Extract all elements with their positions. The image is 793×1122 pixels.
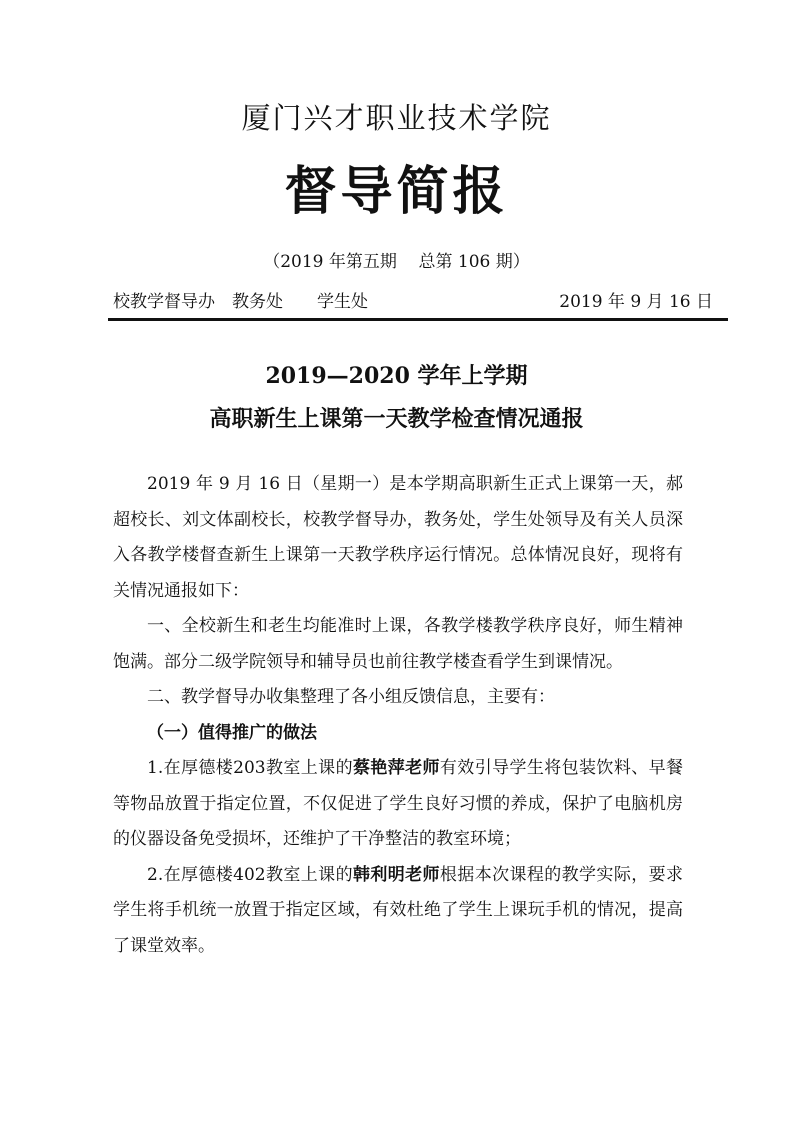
bulletin-title: 督导简报 [284,161,509,222]
practice-2-intro: 2.在厚德楼402教室上课的 [147,864,353,885]
practice-2-detail: 根据本次课程的教学实际，要求学生将手机统一放置于指定区域，有效杜绝了学生上课玩手机的情况，提高了课堂效率。 [113,864,683,956]
issue-number [0,250,793,274]
issue-current: （2019 年第五期 [263,252,397,272]
notice-title-line1: 2019—2020 学年上学期 [265,363,528,389]
subheading-good-practices [113,716,683,752]
issuing-offices: 校教学督导办 教务处 学生处 [113,292,368,312]
paragraph-practice-2 [113,858,683,965]
notice-title-line2: 高职新生上课第一天教学检查情况通报 [209,406,584,432]
teacher-name-cai: 蔡艳萍老师 [352,758,440,778]
paragraph-intro: 2019 年 9 月 16 日（星期一）是本学期高职新生正式上课第一天，郝超校长、刘文体副校长，校教学督导办，教务处，学生处领导及有关人员深入各教学楼督查新生上课第一天教学秩序运行情况。总体情况良好，现将有关情况通报如下： [113,474,683,601]
school-name: 厦门兴才职业技术学院 [241,101,552,135]
subheading-text: （一）值得推广的做法 [147,722,317,743]
paragraph-practice-1 [113,751,683,858]
notice-body [113,467,683,964]
practice-1-intro: 1.在厚德楼203教室上课的 [147,758,353,778]
paragraph-point-one: 一、全校新生和老生均能准时上课，各教学楼教学秩序良好，师生精神饱满。部分二级学院领导和辅导员也前往教学楼查看学生到课情况。 [113,616,683,672]
practice-1-detail: 有效引导学生将包装饮料、早餐等物品放置于指定位置，不仅促进了学生良好习惯的养成，保护了电脑机房的仪器设备免受损坏，还维护了干净整洁的教室环境； [113,758,683,849]
issue-date: 2019 年 9 月 16 日 [559,292,713,312]
header-divider [108,318,728,321]
teacher-name-han: 韩利明老师 [352,864,440,885]
paragraph-point-two: 二、教学督导办收集整理了各小组反馈信息，主要有： [147,687,555,707]
issuer-row [113,290,713,314]
issue-total: 总第 106 期） [418,252,530,272]
